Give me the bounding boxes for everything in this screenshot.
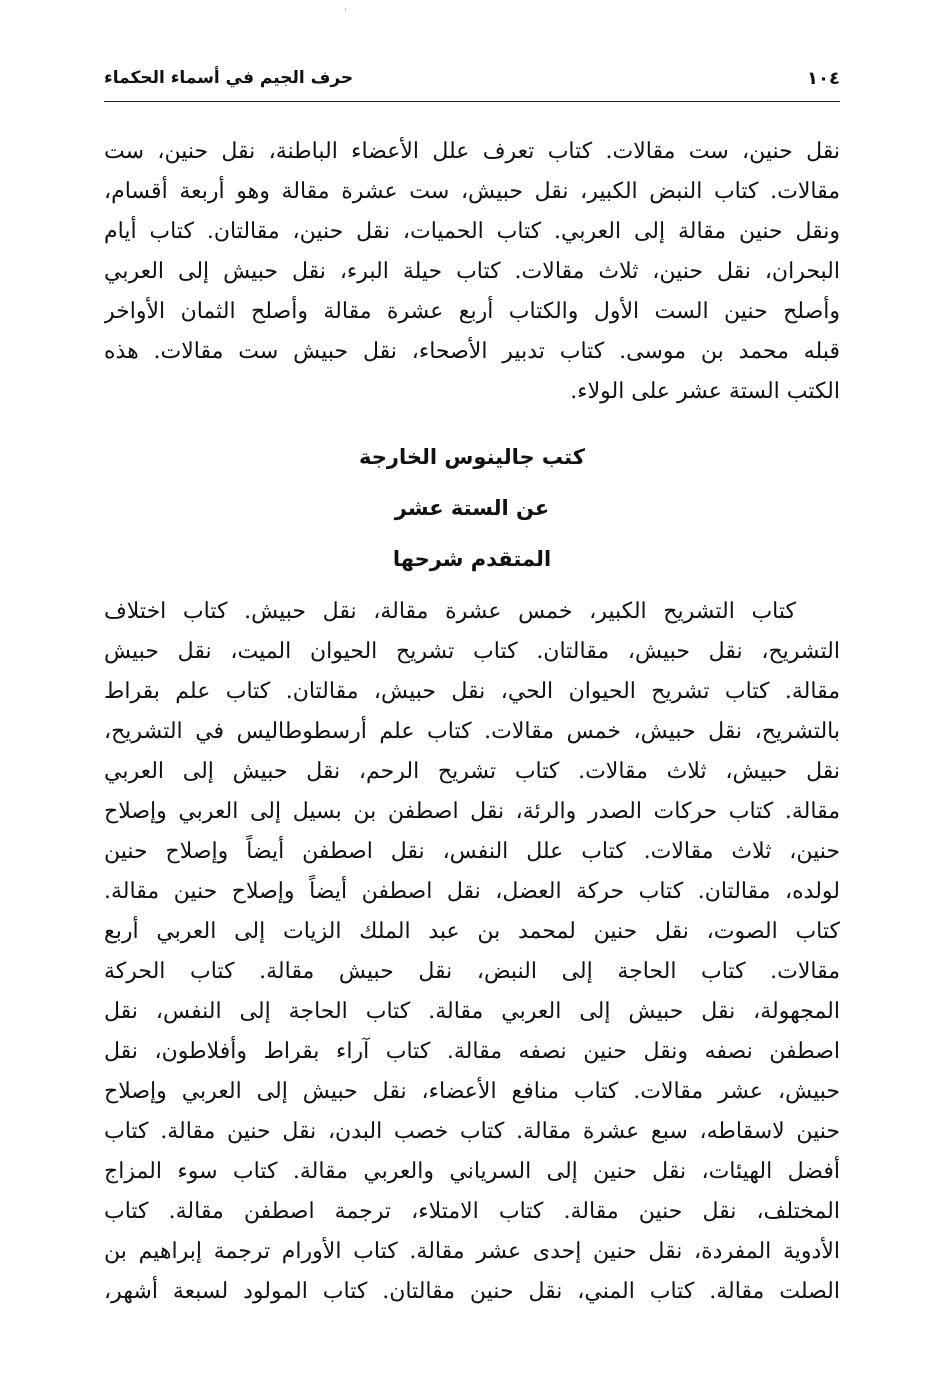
running-header bbox=[104, 60, 840, 96]
text-line: الكتب الستة عشر على الولاء. bbox=[570, 379, 840, 404]
text-line: نقل حبيش، ثلاث مقالات. كتاب تشريح الرحم، نقل حبيش إلى العربي bbox=[104, 759, 840, 784]
text-line: الصلت مقالة. كتاب المني، نقل حنين مقالتان. كتاب المولود لسبعة أشهر، bbox=[104, 1279, 840, 1304]
text-line: لولده، مقالتان. كتاب حركة العضل، نقل اصطفن أيضاً وإصلاح حنين مقالة. bbox=[104, 879, 840, 904]
paragraph-1 bbox=[104, 132, 840, 412]
text-line: حنين لاسقاطه، سبع عشرة مقالة. كتاب خصب البدن، نقل حنين مقالة. كتاب bbox=[104, 1119, 840, 1144]
running-title: حرف الجيم في أسماء الحكماء bbox=[104, 68, 354, 88]
text-line: مقالات. كتاب الحاجة إلى النبض، نقل حبيش مقالة. كتاب الحركة bbox=[104, 959, 840, 984]
text-line: مقالة. كتاب حركات الصدر والرئة، نقل اصطفن بن بسيل إلى العربي وإصلاح bbox=[104, 799, 840, 824]
text-line: كتاب التشريح الكبير، خمس عشرة مقالة، نقل حبيش. كتاب اختلاف bbox=[104, 599, 796, 624]
header-divider bbox=[104, 101, 840, 102]
text-line: ونقل حنين مقالة إلى العربي. كتاب الحميات، نقل حنين، مقالتان. كتاب أيام bbox=[104, 219, 840, 244]
text-line: بالتشريح، نقل حبيش، خمس مقالات. كتاب علم أرسطوطاليس في التشريح، bbox=[104, 719, 840, 744]
text-line: حنين، ثلاث مقالات. كتاب علل النفس، نقل اصطفن أيضاً وإصلاح حنين bbox=[104, 839, 840, 864]
text-line: نقل حنين، ست مقالات. كتاب تعرف علل الأعضاء الباطنة، نقل حنين، ست bbox=[104, 139, 840, 164]
section-subheading: عن الستة عشر bbox=[394, 496, 550, 520]
text-line: المختلف، نقل حنين مقالة. كتاب الامتلاء، ترجمة اصطفن مقالة. كتاب bbox=[104, 1199, 840, 1224]
page-number: ١٠٤ bbox=[807, 67, 840, 89]
text-line: كتاب الصوت، نقل حنين لمحمد بن عبد الملك الزيات إلى العربي أربع bbox=[104, 919, 840, 944]
text-line: حبيش، عشر مقالات. كتاب منافع الأعضاء، نقل حبيش إلى العربي وإصلاح bbox=[104, 1079, 840, 1104]
scan-mark bbox=[345, 8, 346, 11]
text-line: اصطفن نصفه ونقل حنين نصفه مقالة. كتاب آراء بقراط وأفلاطون، نقل bbox=[104, 1039, 840, 1064]
text-line: وأصلح حنين الست الأول والكتاب أربع عشرة مقالة وأصلح الثمان الأواخر bbox=[104, 299, 840, 324]
text-line: قبله محمد بن موسى. كتاب تدبير الأصحاء، نقل حبيش ست مقالات. هذه bbox=[104, 339, 840, 364]
text-line: الأدوية المفردة، نقل حنين إحدى عشر مقالة. كتاب الأورام ترجمة إبراهيم بن bbox=[104, 1239, 840, 1264]
paragraph-2 bbox=[104, 592, 840, 1312]
text-line: مقالات. كتاب النبض الكبير، نقل حبيش، ست عشرة مقالة وهو أربعة أقسام، bbox=[104, 179, 840, 204]
section-heading: كتب جالينوس الخارجة bbox=[359, 445, 585, 469]
section-subheading: المتقدم شرحها bbox=[392, 547, 552, 571]
text-line: مقالة. كتاب تشريح الحيوان الحي، نقل حبيش، مقالتان. كتاب علم بقراط bbox=[104, 679, 840, 704]
text-line: المجهولة، نقل حبيش إلى العربي مقالة. كتاب الحاجة إلى النفس، نقل bbox=[104, 999, 840, 1024]
text-line: أفضل الهيئات، نقل حنين إلى السرياني والعربي مقالة. كتاب سوء المزاج bbox=[104, 1159, 840, 1184]
text-line: البحران، نقل حنين، ثلاث مقالات. كتاب حيلة البرء، نقل حبيش إلى العربي bbox=[104, 259, 840, 284]
text-line: التشريح، نقل حبيش، مقالتان. كتاب تشريح الحيوان الميت، نقل حبيش bbox=[104, 639, 840, 664]
